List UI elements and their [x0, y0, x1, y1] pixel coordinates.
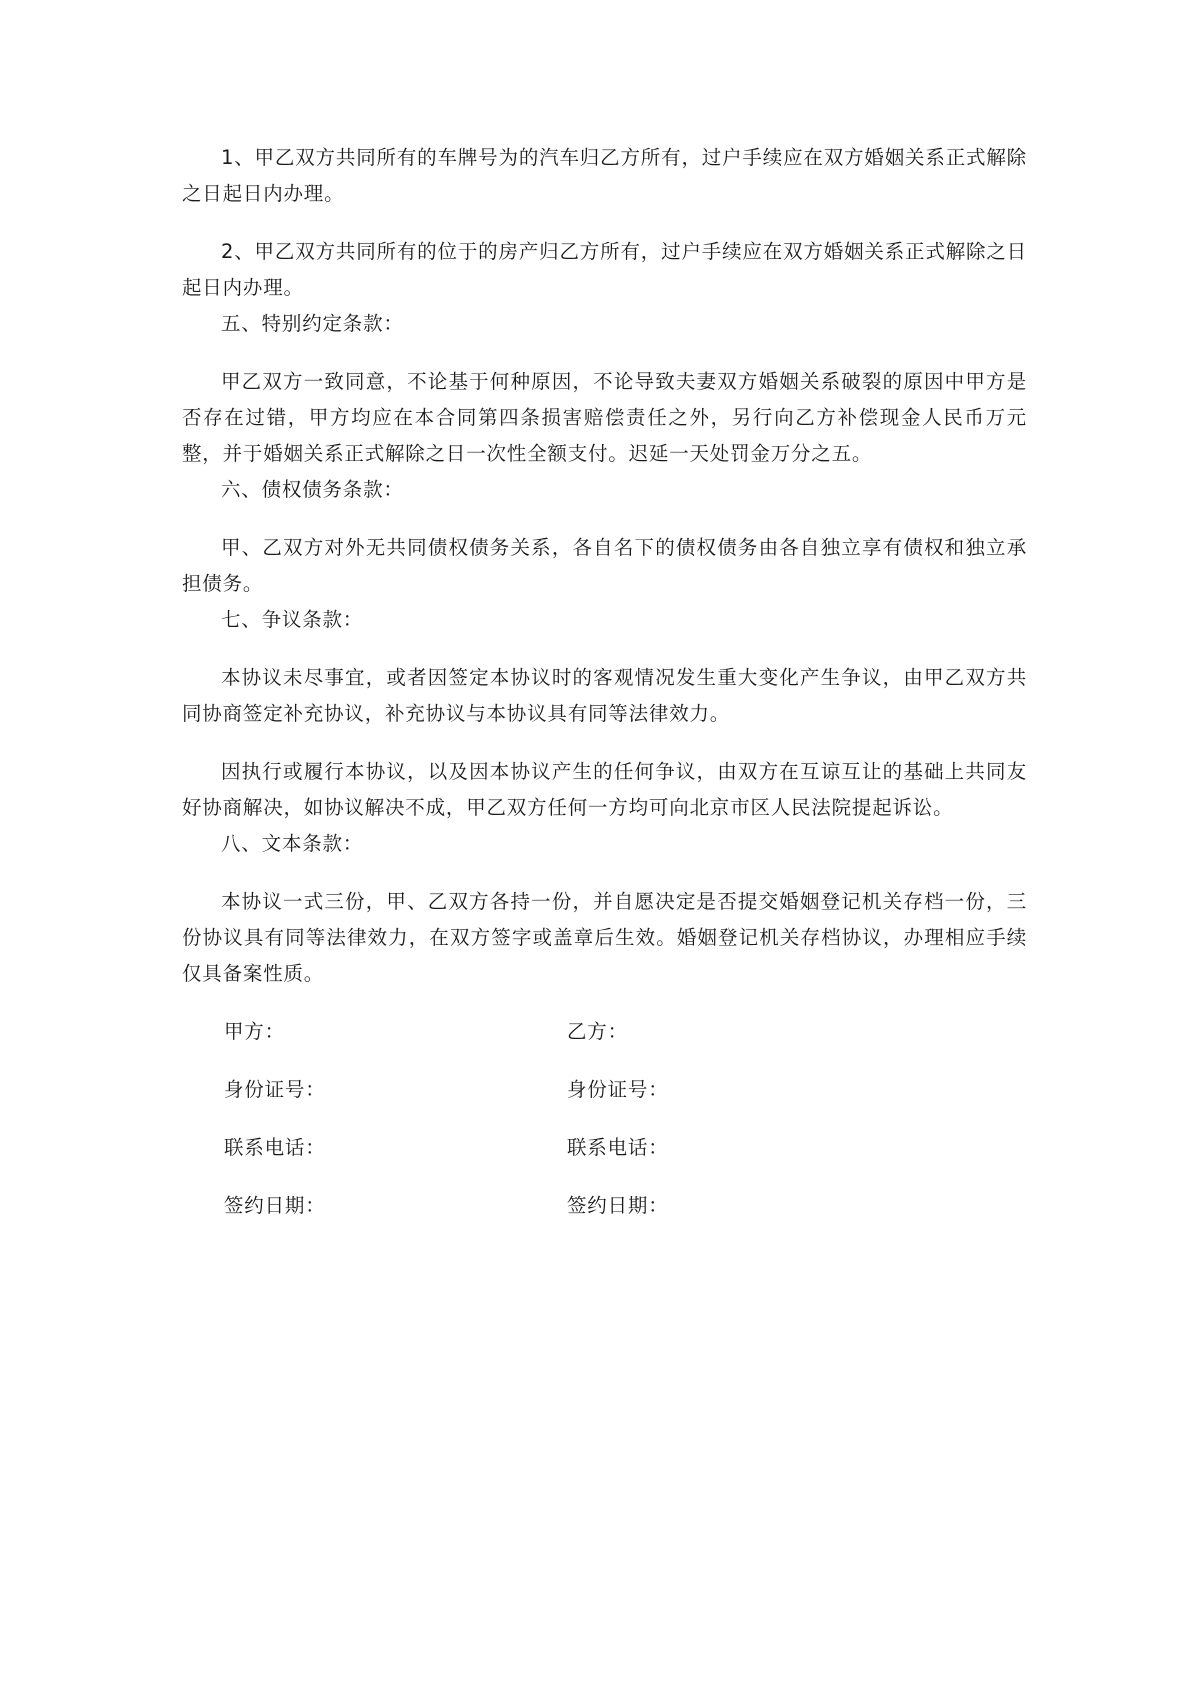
signature-row-id: [182, 1072, 1027, 1108]
party-a-id-label: 身份证号：: [224, 1078, 326, 1101]
signature-row-party: [182, 1014, 1027, 1050]
clause-special-compensation: 甲乙双方一致同意，不论基于何种原因，不论导致夫妻双方婚姻关系破裂的原因中甲方是否存在过错，甲方均应在本合同第四条损害赔偿责任之外，另行向乙方补偿现金人民币万元整，并于婚姻关系正式解除之日一次性全额支付。迟延一天处罚金万分之五。: [182, 370, 1027, 465]
party-b-label: 乙方：: [567, 1020, 628, 1043]
document-page: [182, 140, 1027, 1246]
signature-row-date: [182, 1188, 1027, 1224]
clause-copies: 本协议一式三份，甲、乙双方各持一份，并自愿决定是否提交婚姻登记机关存档一份，三份协议具有同等法律效力，在双方签字或盖章后生效。婚姻登记机关存档协议，办理相应手续仅具备案性质。: [182, 890, 1027, 985]
heading-dispute-terms: 七、争议条款：: [221, 608, 364, 631]
clause-dispute-resolution: 因执行或履行本协议，以及因本协议产生的任何争议，由双方在互谅互让的基础上共同友好协商解决，如协议解决不成，甲乙双方任何一方均可向北京市区人民法院提起诉讼。: [182, 760, 1027, 819]
party-b-date-label: 签约日期：: [567, 1194, 669, 1217]
clause-house-transfer: 2、甲乙双方共同所有的位于的房产归乙方所有，过户手续应在双方婚姻关系正式解除之日起日内办理。: [182, 240, 1027, 299]
party-b-id-label: 身份证号：: [567, 1078, 669, 1101]
heading-special-terms: 五、特别约定条款：: [221, 312, 404, 335]
heading-text-terms: 八、文本条款：: [221, 832, 364, 855]
clause-car-transfer: 1、甲乙双方共同所有的车牌号为的汽车归乙方所有，过户手续应在双方婚姻关系正式解除之日起日内办理。: [182, 146, 1027, 205]
clause-supplement: 本协议未尽事宜，或者因签定本协议时的客观情况发生重大变化产生争议，由甲乙双方共同协商签定补充协议，补充协议与本协议具有同等法律效力。: [182, 666, 1027, 725]
signature-block: [182, 1014, 1027, 1224]
clause-debt: 甲、乙双方对外无共同债权债务关系，各自名下的债权债务由各自独立享有债权和独立承担债务。: [182, 536, 1027, 595]
party-a-label: 甲方：: [224, 1020, 285, 1043]
signature-row-phone: [182, 1130, 1027, 1166]
heading-debt-terms: 六、债权债务条款：: [221, 478, 404, 501]
party-b-phone-label: 联系电话：: [567, 1136, 669, 1159]
party-a-phone-label: 联系电话：: [224, 1136, 326, 1159]
party-a-date-label: 签约日期：: [224, 1194, 326, 1217]
